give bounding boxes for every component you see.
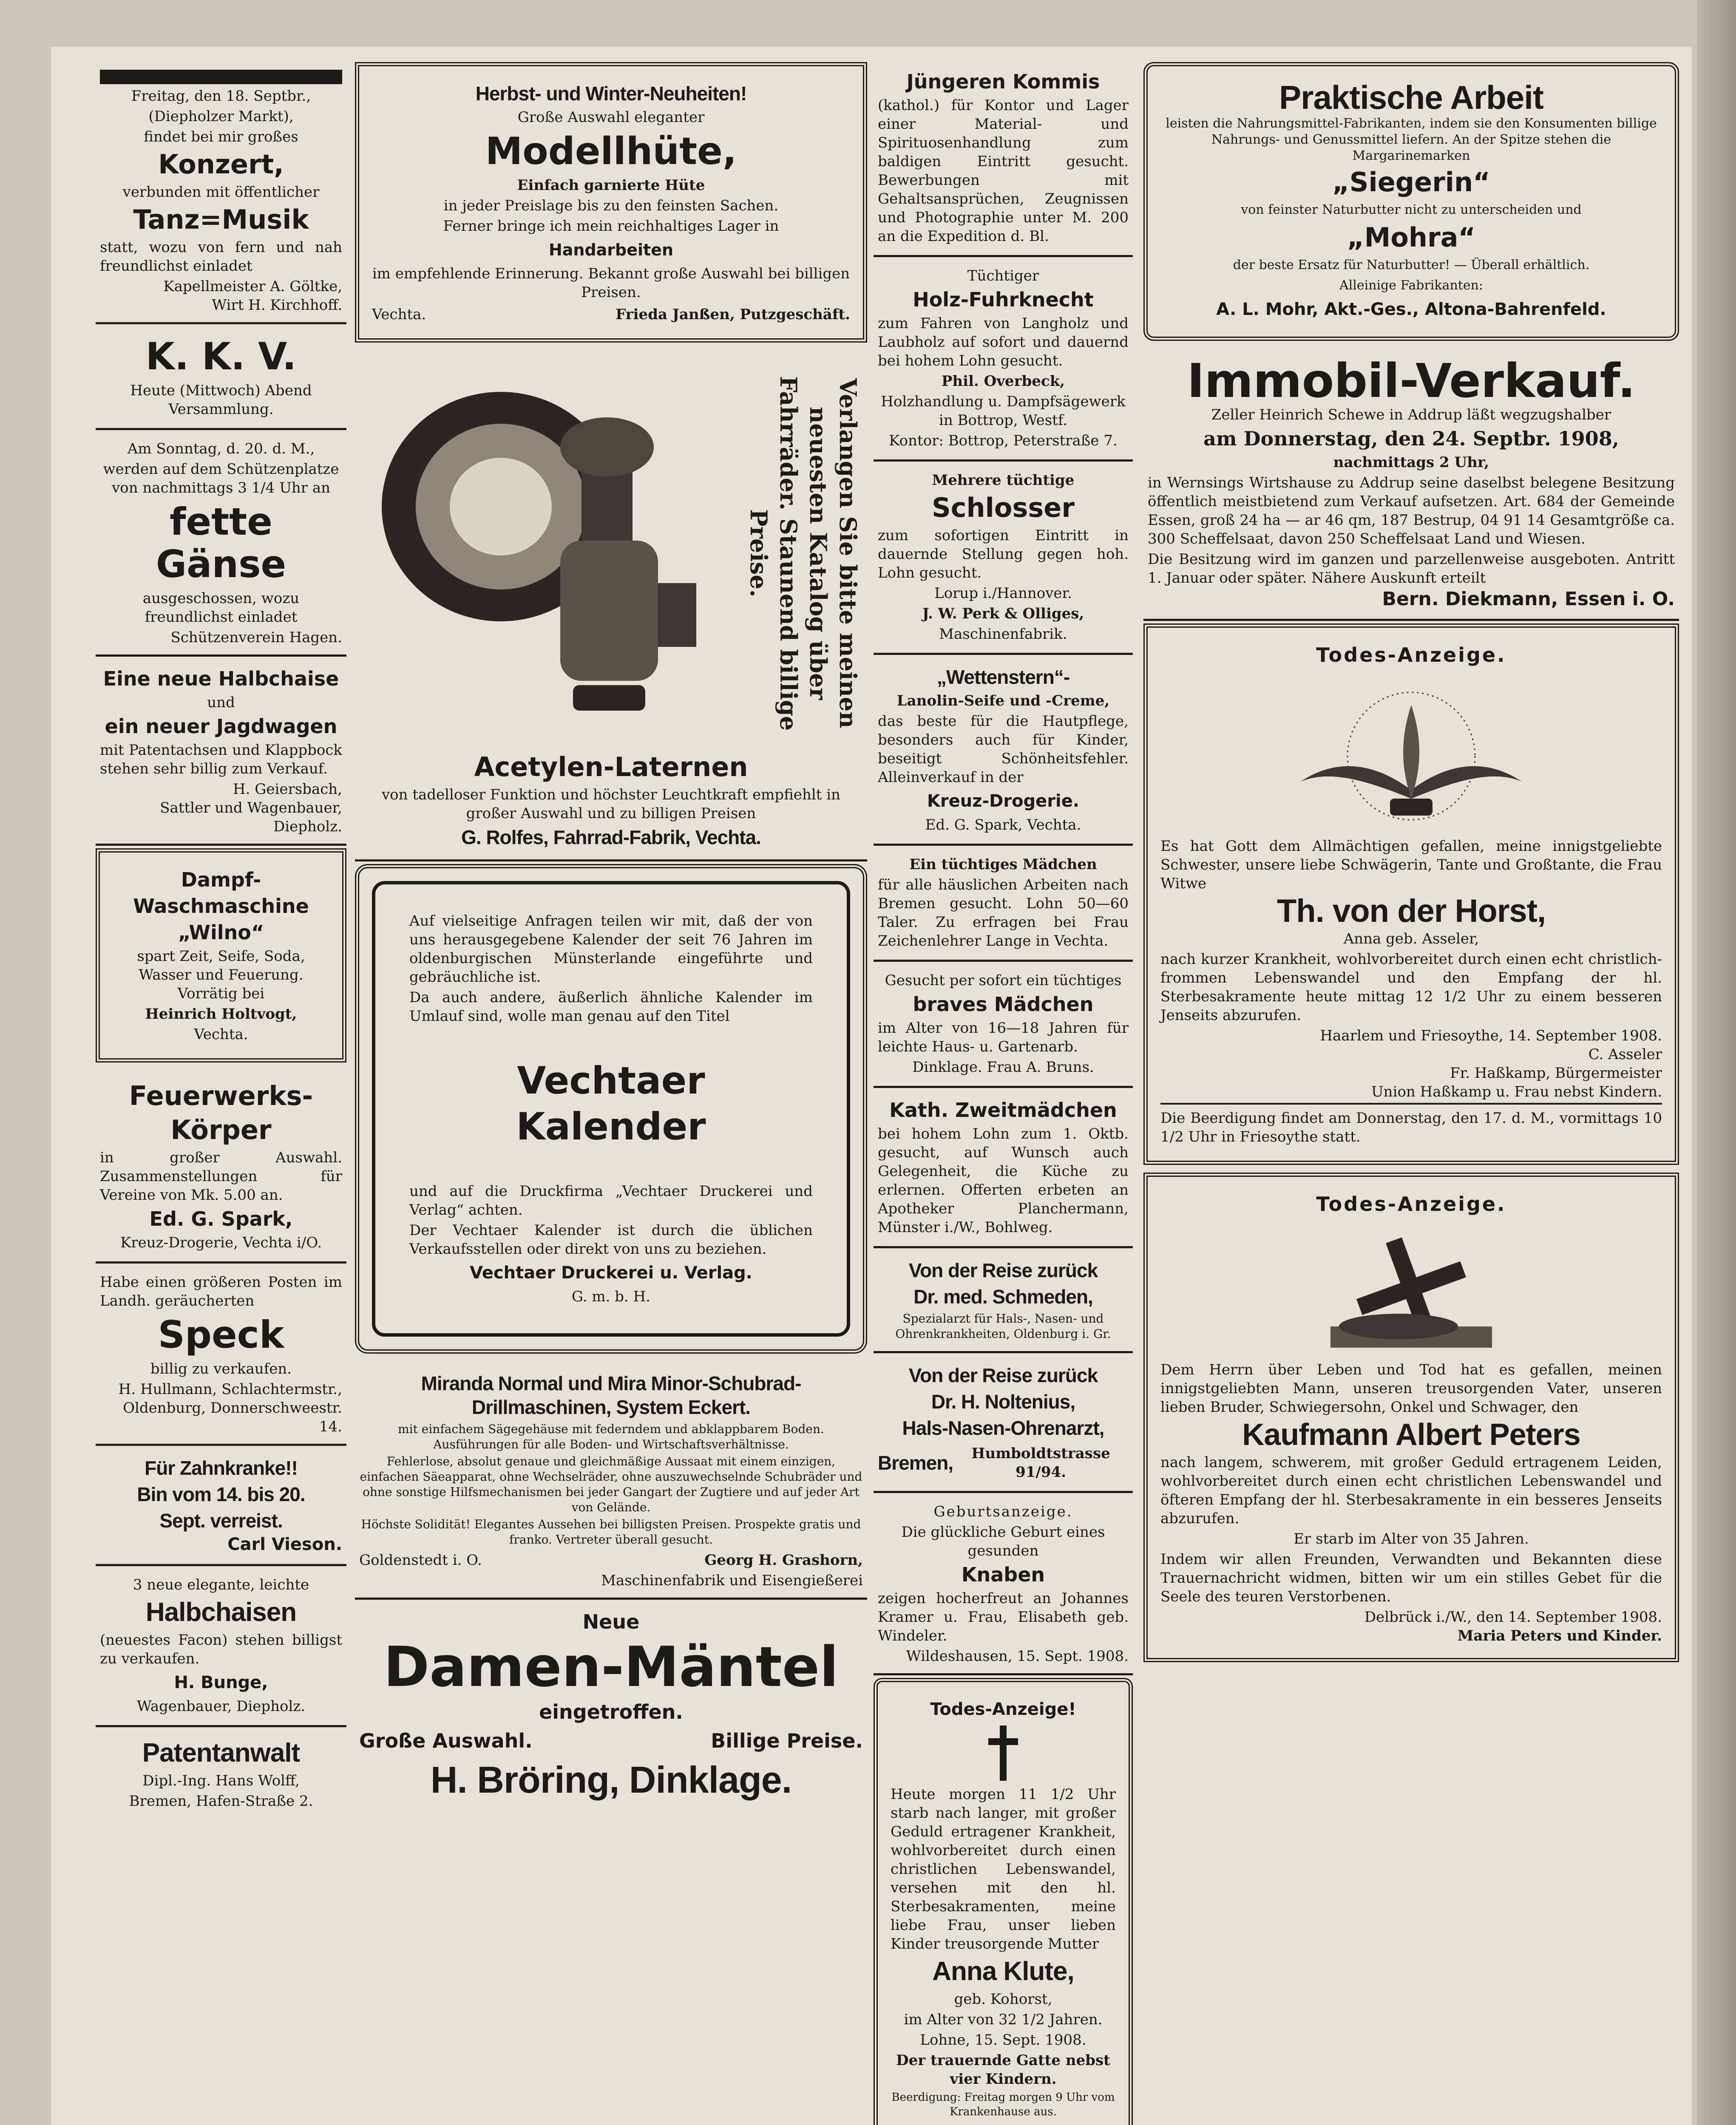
text: Der Vechtaer Kalender ist durch die üblichen Verkaufsstellen oder direkt von uns zu beziehen. <box>409 1222 813 1258</box>
signature: Georg H. Grashorn, <box>704 1552 863 1569</box>
signature: Carl Vieson. <box>227 1535 342 1554</box>
ad-title: Patentanwalt <box>142 1738 300 1768</box>
text: findet bei mir großes <box>144 128 298 145</box>
text: (Diepholzer Markt), <box>148 108 294 125</box>
text: zum Fahren von Langholz und Laubholz auf sofort und dauernd bei hohem Lohn gesucht. <box>878 315 1129 369</box>
address-row <box>878 1442 1129 1483</box>
ad-zweit <box>874 1088 1133 1248</box>
ad-title: Dampf- <box>181 868 261 891</box>
text: (neuestes Facon) stehen billigst zu verkaufen. <box>100 1632 342 1667</box>
ad-title: Damen-Mäntel <box>383 1635 839 1699</box>
ad-title: fette Gänse <box>156 500 286 586</box>
signature: Heinrich Holtvogt, <box>145 1006 297 1023</box>
ad-title: Speck <box>158 1313 284 1357</box>
text: Am Sonntag, d. 20. d. M., <box>127 440 315 457</box>
ad-title: Vechtaer <box>517 1059 705 1102</box>
text: Habe einen größeren Posten im Landh. geräucherten <box>100 1274 342 1309</box>
ad-maentel <box>355 1600 867 1812</box>
ad-praktische-arbeit <box>1143 62 1679 341</box>
ad-noltenius <box>874 1353 1133 1493</box>
text: spart Zeit, Seife, Soda, Wasser und Feuerung. Vorrätig bei <box>137 948 305 1002</box>
ad-halbchaise <box>96 657 346 846</box>
ad-title: Eine neue Halbchaise <box>103 667 339 690</box>
text: in großer Auswahl. Zusammenstellungen für Vereine von Mk. 5.00 an. <box>100 1149 342 1204</box>
text: der beste Ersatz für Naturbutter! — Überall erhältlich. <box>1233 258 1590 272</box>
lamp-row <box>359 358 863 749</box>
text: Große Auswahl eleganter <box>517 109 705 126</box>
signature: G. m. b. H. <box>571 1288 651 1305</box>
ad-zahn <box>96 1446 346 1566</box>
ad-title: Herbst- und Winter-Neuheiten! <box>475 82 747 105</box>
ad-kalender <box>355 864 867 1354</box>
ad-schlosser <box>874 462 1133 655</box>
ad-title: Bin vom 14. bis 20. <box>137 1483 305 1505</box>
signature: Wagenbauer, Diepholz. <box>136 1698 306 1715</box>
ad-title: Holz-Fuhrknecht <box>913 288 1094 311</box>
text: das beste für die Hautpflege, besonders auch für Kinder, beseitigt Schönheitsfehler. Alleinverkauf in der <box>878 713 1129 786</box>
ad-title: Feuerwerks- <box>129 1080 313 1111</box>
ad-patent <box>96 1727 346 1820</box>
ad-title: Immobil-Verkauf. <box>1187 354 1636 408</box>
signature: H. Geiersbach, <box>233 781 342 798</box>
ad-schmeden <box>874 1248 1133 1353</box>
lamp-illustration-icon <box>360 362 743 745</box>
text: Höchste Solidität! Elegantes Aussehen bei billigsten Preisen. Prospekte gratis und franko. Vertreter überall gesucht. <box>361 1517 861 1547</box>
text: in Wernsings Wirtshause zu Addrup seine daselbst belegene Besitzung öffentlich meistbietend zum Verkauf aufsetzen. Art. 684 der Gemeinde Essen, groß 24 ha — ar 46 qm, 187 Bestrup, 04 91 14 Gesamtgröße ca. 300 Scheffelsaat, davon 250 Scheffelsaat Land und Wiesen. <box>1148 474 1675 547</box>
signature: Fr. Haßkamp, Bürgermeister <box>1450 1065 1662 1082</box>
text: nachmittags 2 Uhr, <box>1333 454 1489 471</box>
ad-title: braves Mädchen <box>913 993 1094 1016</box>
place: Vechta. <box>372 306 426 323</box>
text: im Alter von 32 1/2 Jahren. <box>904 2011 1103 2028</box>
text: in jeder Preislage bis zu den feinsten Sachen. <box>443 197 779 214</box>
text: Lohne, 15. Sept. 1908. <box>920 2032 1086 2048</box>
signature: Bern. Diekmann, Essen i. O. <box>1382 588 1675 610</box>
signature: Bremen, Hafen-Straße 2. <box>129 1793 313 1810</box>
column-2 <box>355 60 867 1812</box>
text: geb. Kohorst, <box>954 1991 1052 2008</box>
palm-wreath-icon <box>1292 671 1530 833</box>
ad-miranda <box>355 1361 867 1600</box>
text: Die Besitzung wird im ganzen und parzellenweise ausgeboten. Antritt 1. Januar oder später. Nähere Auskunft erteilt <box>1148 551 1675 586</box>
text: Neue <box>582 1610 640 1633</box>
signature: Dipl.-Ing. Hans Wolff, <box>142 1772 300 1789</box>
ad-title: Handarbeiten <box>548 241 674 259</box>
ad-wettenstern <box>874 655 1133 846</box>
signature: Wildeshausen, 15. Sept. 1908. <box>906 1648 1129 1665</box>
ad-maedchen2 <box>874 962 1133 1088</box>
book-spine <box>1697 0 1736 2125</box>
ad-title: Acetylen-Laternen <box>474 751 748 782</box>
signature: Der trauernde Gatte nebst vier Kindern. <box>896 2052 1110 2088</box>
ad-title: Ein tüchtiges Mädchen <box>909 856 1097 873</box>
text: für alle häuslichen Arbeiten nach Bremen gesucht. Lohn 50—60 Taler. Zu erfragen bei Frau Zeichenlehrer Lange in Vechta. <box>878 876 1129 949</box>
text: mit Patentachsen und Klappbock stehen sehr billig zum Verkauf. <box>100 742 342 777</box>
ad-title: Für Zahnkranke!! <box>145 1457 298 1479</box>
text: Spezialarzt für Hals-, Nasen- und Ohrenkrankheiten, Oldenburg i. Gr. <box>895 1312 1111 1341</box>
text: im empfehlende Erinnerung. Bekannt große Auswahl bei billigen Preisen. <box>372 265 850 301</box>
text: Dem Herrn über Leben und Tod hat es gefallen, meinen innigstgeliebten Mann, unseren treusorgenden Vater, unseren lieben Bruder, Schwiegersohn, Onkel und Schwager, den <box>1160 1361 1662 1416</box>
signature: Kontor: Bottrop, Peterstraße 7. <box>889 432 1118 449</box>
ad-herbst <box>355 62 867 343</box>
name: Dr. med. Schmeden, <box>913 1286 1093 1308</box>
cross-icon <box>986 1726 1020 1781</box>
ad-title: Von der Reise zurück <box>908 1259 1098 1281</box>
side-text: Verlangen Sie bitte meinen neuesten Katalog über Fahrräder. Staunend billige Preise. <box>745 376 862 731</box>
rule <box>100 70 342 84</box>
column-3 <box>874 60 1133 2125</box>
signature: Dinklage. Frau A. Bruns. <box>912 1059 1094 1076</box>
text: Die glückliche Geburt eines gesunden <box>901 1524 1105 1559</box>
name: Anna Klute, <box>932 1957 1074 1986</box>
brand: „Mohra“ <box>1347 222 1476 253</box>
ad-holz <box>874 257 1133 462</box>
signature: C. Asseler <box>1588 1046 1662 1063</box>
ad-title: Praktische Arbeit <box>1279 79 1543 116</box>
signature: Maschinenfabrik und Eisengießerei <box>601 1572 863 1589</box>
ad-title: Waschmaschine <box>133 895 309 918</box>
signature: Sattler und Wagenbauer, Diepholz. <box>160 799 342 835</box>
signature: Holzhandlung u. Dampfsägewerk in Bottrop, Westf. <box>881 393 1126 429</box>
text: Auf vielseitige Anfragen teilen wir mit, daß der von uns herausgegebene Kalender der seit 76 Jahren im oldenburgischen Münsterlande eingeführte und gebräuchliche ist. <box>409 912 813 986</box>
signature: Frieda Janßen, Putzgeschäft. <box>616 306 850 323</box>
signature: Phil. Overbeck, <box>941 373 1065 390</box>
ad-title: K. K. V. <box>145 334 297 378</box>
signature-row <box>359 1549 863 1571</box>
text: verbunden mit öffentlicher <box>122 184 320 201</box>
signature: Kreuz-Drogerie, Vechta i/O. <box>120 1234 322 1251</box>
signature: Lorup i./Hannover. <box>934 585 1072 602</box>
text: und auf die Druckfirma „Vechtaer Druckerei und Verlag“ achten. <box>409 1183 813 1218</box>
signature: Wirt H. Kirchhoff. <box>212 297 342 314</box>
ad-horst <box>1143 623 1679 1165</box>
text: von tadelloser Funktion und höchster Leuchtkraft empfiehlt in großer Auswahl und zu billigen Preisen <box>381 786 841 822</box>
ad-title: „Wilno“ <box>178 921 264 944</box>
ad-title: Konzert, <box>158 149 284 180</box>
ad-title: Tanz=Musik <box>133 204 309 235</box>
column-4 <box>1143 60 1679 1670</box>
ad-title: Jüngeren Kommis <box>906 70 1100 93</box>
name: Dr. H. Noltenius, <box>931 1391 1075 1413</box>
text: und <box>207 694 235 711</box>
text: ausgeschossen, wozu freundlichst einladet <box>142 590 300 626</box>
signature: J. W. Perk & Olliges, <box>922 605 1084 622</box>
name: Th. von der Horst, <box>1276 893 1546 929</box>
ad-title: Kalender <box>516 1105 706 1148</box>
city: Bremen, <box>878 1452 953 1474</box>
text: Einfach garnierte Hüte <box>517 177 705 194</box>
text: Da auch andere, äußerlich ähnliche Kalender im Umlauf sind, wolle man genau auf den Titel <box>409 989 813 1025</box>
ad-title: Todes-Anzeige. <box>1316 643 1506 666</box>
ad-immobil <box>1143 348 1679 621</box>
ad-title: ein neuer Jagdwagen <box>105 715 338 738</box>
signature: Schützenverein Hagen. <box>170 629 342 646</box>
text: 3 neue elegante, leichte <box>133 1576 309 1593</box>
text: Freitag, den 18. Septbr., <box>131 88 311 105</box>
column-1 <box>96 60 346 1820</box>
signature: H. Bröring, Dinklage. <box>430 1759 792 1801</box>
signature: Vechta. <box>194 1026 248 1043</box>
text: zum sofortigen Eintritt in dauernde Stellung gegen hoh. Lohn gesucht. <box>878 527 1129 581</box>
ad-title: Todes-Anzeige. <box>1316 1193 1506 1216</box>
text: eingetroffen. <box>539 1700 683 1723</box>
text: Große Auswahl. <box>359 1729 533 1752</box>
text: Beerdigung: Freitag morgen 9 Uhr vom Krankenhause aus. <box>891 2091 1115 2118</box>
signature: H. Bunge, <box>174 1673 268 1692</box>
ad-dampf <box>96 848 346 1062</box>
text: Er starb im Alter von 35 Jahren. <box>1293 1530 1529 1547</box>
text: Heute (Mittwoch) Abend Versammlung. <box>130 382 312 418</box>
signature-row <box>372 303 850 326</box>
text: im Alter von 16—18 Jahren für leichte Haus- u. Gartenarb. <box>878 1020 1129 1055</box>
ad-peters <box>1143 1173 1679 1662</box>
kalender-inner <box>372 881 850 1337</box>
text: mit einfachem Sägegehäuse mit federndem und abklappbarem Boden. Ausführungen für alle Boden- und Wirtschaftsverhältnisse. <box>398 1422 824 1451</box>
signature: Kapellmeister A. Göltke, <box>163 278 342 295</box>
text: Es hat Gott dem Allmächtigen gefallen, meine innigstgeliebte Schwester, unsere liebe Schwägerin, Tante und Großtante, die Frau Witwe <box>1160 838 1662 892</box>
signature: H. Hullmann, Schlachtermstr., <box>118 1381 342 1398</box>
ad-title: Schlosser <box>932 492 1075 523</box>
text: Zeller Heinrich Schewe in Addrup läßt wegzugshalber <box>1211 406 1611 423</box>
signature: Vechtaer Druckerei u. Verlag. <box>470 1263 752 1283</box>
place: Haarlem und Friesoythe, 14. September 1908. <box>1320 1027 1662 1044</box>
signature: Ed. G. Spark, Vechta. <box>925 816 1081 833</box>
ad-title: Geburtsanzeige. <box>933 1503 1073 1520</box>
name: Kaufmann Albert Peters <box>1242 1418 1580 1452</box>
text: Indem wir allen Freunden, Verwandten und Bekannten diese Trauernachricht widmen, bitten wir um ein stilles Gebet für die Seele des teuren Verstorbenen. <box>1160 1551 1662 1605</box>
ad-title: Von der Reise zurück <box>908 1364 1098 1386</box>
ad-kommis <box>874 60 1133 257</box>
text: bei hohem Lohn zum 1. Oktb. gesucht, auf Wunsch auch Gelegenheit, die Küche zu erlernen. Offerten erbeten an Apotheker Planchermann, Münster i./W., Bohlweg. <box>878 1125 1129 1236</box>
text: Heute morgen 11 1/2 Uhr starb nach langer, mit großer Geduld ertragener Krankheit, wohlvorbereitet durch einen christlichen Lebenswandel, versehen mit den hl. Sterbesakramenten, meine liebe Frau, unser lieben Kinder treusorgende Mutter <box>891 1786 1116 1952</box>
text: Lanolin-Seife und -Creme, <box>896 692 1110 709</box>
signature: G. Rolfes, Fahrrad-Fabrik, Vechta. <box>461 826 761 848</box>
text: zeigen hocherfreut an Johannes Kramer u. Frau, Elisabeth geb. Windeler. <box>878 1590 1129 1644</box>
ad-gaense <box>96 430 346 657</box>
signature: A. L. Mohr, Akt.-Ges., Altona-Bahrenfeld. <box>1216 300 1606 319</box>
text: billig zu verkaufen. <box>150 1360 292 1377</box>
ad-konzert <box>96 60 346 324</box>
text: Fehlerlose, absolut genaue und gleichmäßige Aussaat mit einem einzigen, einfachen Säeapparat, ohne Wechselräder, ohne auszuwechselnde Schubräder und ohne sonstige Hilfsmechanismen bei jeder Gangart der Zugtiere und auf jeder Art von Gelände. <box>360 1454 862 1514</box>
ad-speck <box>96 1264 346 1446</box>
maentel-row <box>359 1726 863 1755</box>
text: Anna geb. Asseler, <box>1343 930 1479 947</box>
text: Tüchtiger <box>967 267 1039 284</box>
text: (kathol.) für Kontor und Lager einer Material- und Spirituosenhandlung zum baldigen Eintritt gesucht. Bewerbungen mit Gehaltsansprüchen, Zeugnissen und Photographie unter M. 200 an die Expedition d. Bl. <box>878 97 1129 245</box>
ad-acetylen <box>355 350 867 861</box>
ad-halbchaisen <box>96 1566 346 1727</box>
ad-title: Miranda Normal und Mira Minor-Schubrad-Drillmaschinen, System Eckert. <box>421 1372 801 1418</box>
ad-title: Kath. Zweitmädchen <box>889 1099 1117 1122</box>
ad-klute <box>874 1678 1133 2125</box>
ad-kkv <box>96 324 346 430</box>
ad-title: Modellhüte, <box>485 129 737 173</box>
text: statt, wozu von fern und nah freundlichst einladet <box>100 239 342 275</box>
place: Goldenstedt i. O. <box>359 1552 482 1569</box>
signature: Oldenburg, Donnerschweestr. 14. <box>123 1400 342 1435</box>
address: Humboldtstrasse 91/94. <box>971 1445 1110 1481</box>
text: werden auf dem Schützenplatze von nachmittags 3 1/4 Uhr an <box>103 461 339 496</box>
ad-title: Kreuz-Drogerie. <box>927 791 1080 811</box>
ad-title: Sept. verreist. <box>159 1510 283 1532</box>
signature: Maschinenfabrik. <box>939 626 1067 643</box>
signature: Union Haßkamp u. Frau nebst Kindern. <box>1371 1083 1662 1100</box>
text: Mehrere tüchtige <box>932 472 1075 489</box>
text: von feinster Naturbutter nicht zu unterscheiden und <box>1241 202 1582 217</box>
ad-maedchen1 <box>874 846 1133 962</box>
ad-title: Knaben <box>961 1563 1045 1586</box>
ad-title: Körper <box>170 1114 272 1145</box>
signature: Ed. G. Spark, <box>149 1207 293 1230</box>
text: Ferner bringe ich mein reichhaltiges Lager in <box>443 218 779 235</box>
grave-cross-icon <box>1305 1220 1518 1356</box>
place: Delbrück i./W., den 14. September 1908. <box>1364 1609 1662 1626</box>
text: am Donnerstag, den 24. Septbr. 1908, <box>1203 427 1619 450</box>
ad-title: Halbchaisen <box>145 1598 297 1627</box>
ad-title: Todes-Anzeige! <box>930 1700 1076 1719</box>
text: leisten die Nahrungsmittel-Fabrikanten, indem sie den Konsumenten billige Nahrungs- und Genussmittel liefern. An der Spitze stehen die Margarinemarken <box>1166 116 1657 163</box>
text: nach kurzer Krankheit, wohlvorbereitet durch einen echt christlich-frommen Lebenswandel und den Empfang der hl. Sterbesakramente heute mittag 12 1/2 Uhr zu einem besseren Jenseits abzurufen. <box>1160 951 1662 1024</box>
ad-feuerwerk <box>96 1070 346 1264</box>
brand: „Siegerin“ <box>1332 167 1490 198</box>
ad-title: „Wettenstern“- <box>936 666 1070 688</box>
text: Hals-Nasen-Ohrenarzt, <box>902 1417 1104 1439</box>
text: Alleinige Fabrikanten: <box>1339 278 1484 293</box>
signature: Maria Peters und Kinder. <box>1457 1627 1662 1644</box>
ad-geburt <box>874 1493 1133 1675</box>
text: Die Beerdigung findet am Donnerstag, den 17. d. M., vormittags 10 1/2 Uhr in Friesoythe statt. <box>1160 1103 1662 1146</box>
text: nach langem, schwerem, mit großer Geduld ertragenem Leiden, wohlvorbereitet durch einen echt christlichen Lebenswandel und öfteren Empfang der hl. Sterbesakramente in ein besseres Jenseits abzurufen. <box>1160 1454 1662 1527</box>
text: Billige Preise. <box>711 1729 863 1752</box>
text: Gesucht per sofort ein tüchtiges <box>885 972 1122 989</box>
